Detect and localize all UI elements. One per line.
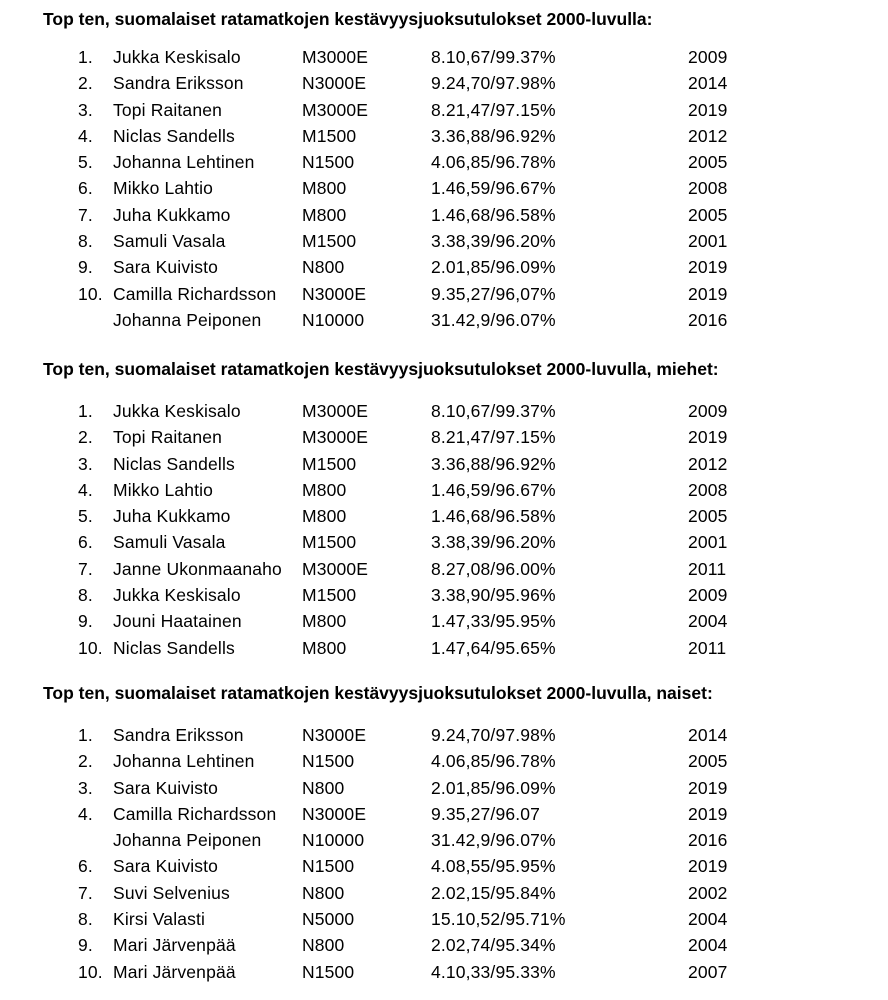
rank-number: 9. bbox=[78, 935, 93, 956]
results-list bbox=[0, 722, 888, 985]
event-code: M800 bbox=[302, 204, 347, 225]
rank-number: 10. bbox=[78, 283, 103, 304]
event-code: M3000E bbox=[302, 558, 369, 579]
result-year: 2012 bbox=[688, 125, 728, 146]
result-row bbox=[0, 149, 888, 175]
rank-number: 3. bbox=[78, 777, 93, 798]
result-year: 2014 bbox=[688, 725, 728, 745]
athlete-name: Topi Raitanen bbox=[113, 99, 222, 120]
result-value: 8.21,47/97.15% bbox=[431, 427, 556, 448]
athlete-name: Topi Raitanen bbox=[113, 427, 222, 448]
event-code: N800 bbox=[302, 777, 345, 798]
result-row bbox=[0, 959, 888, 985]
result-year: 2019 bbox=[688, 427, 728, 448]
athlete-name: Sara Kuivisto bbox=[113, 856, 219, 877]
result-row bbox=[0, 477, 888, 503]
result-year: 2012 bbox=[688, 453, 728, 474]
athlete-name: Samuli Vasala bbox=[113, 231, 226, 252]
rank-number: 5. bbox=[78, 152, 93, 173]
athlete-name: Jukka Keskisalo bbox=[113, 47, 241, 67]
result-year: 2002 bbox=[688, 882, 728, 903]
athlete-name: Sandra Eriksson bbox=[113, 73, 244, 94]
result-value: 3.38,39/96.20% bbox=[431, 231, 556, 252]
athlete-name: Janne Ukonmaanaho bbox=[113, 558, 282, 579]
event-code: N800 bbox=[302, 257, 345, 278]
result-year: 2001 bbox=[688, 231, 728, 252]
result-row bbox=[0, 827, 888, 853]
athlete-name: Niclas Sandells bbox=[113, 637, 235, 658]
rank-number: 7. bbox=[78, 558, 93, 579]
section-heading: Top ten, suomalaiset ratamatkojen kestävyysjuoksutulokset 2000-luvulla, naiset: bbox=[43, 683, 713, 703]
result-value: 8.21,47/97.15% bbox=[431, 99, 556, 120]
result-value: 1.46,59/96.67% bbox=[431, 479, 556, 500]
result-row bbox=[0, 202, 888, 228]
rank-number: 4. bbox=[78, 479, 93, 500]
athlete-name: Mikko Lahtio bbox=[113, 178, 214, 199]
result-row bbox=[0, 556, 888, 582]
result-year: 2005 bbox=[688, 204, 728, 225]
result-year: 2016 bbox=[688, 830, 728, 851]
athlete-name: Jukka Keskisalo bbox=[113, 585, 241, 606]
athlete-name: Camilla Richardsson bbox=[113, 283, 277, 304]
result-row bbox=[0, 451, 888, 477]
event-code: N1500 bbox=[302, 856, 355, 877]
result-value: 1.47,33/95.95% bbox=[431, 611, 556, 632]
result-value: 3.38,39/96.20% bbox=[431, 532, 556, 553]
result-row bbox=[0, 398, 888, 424]
rank-number: 6. bbox=[78, 178, 93, 199]
result-year: 2019 bbox=[688, 856, 728, 877]
result-year: 2019 bbox=[688, 803, 728, 824]
result-row bbox=[0, 529, 888, 555]
rank-number: 1. bbox=[78, 47, 93, 67]
result-row bbox=[0, 281, 888, 307]
result-row bbox=[0, 748, 888, 774]
result-value: 4.06,85/96.78% bbox=[431, 152, 556, 173]
results-list bbox=[0, 44, 888, 333]
rank-number: 10. bbox=[78, 961, 103, 982]
rank-number: 7. bbox=[78, 204, 93, 225]
result-row bbox=[0, 932, 888, 958]
result-value: 15.10,52/95.71% bbox=[431, 909, 566, 930]
result-row bbox=[0, 906, 888, 932]
event-code: M800 bbox=[302, 506, 347, 527]
athlete-name: Mikko Lahtio bbox=[113, 479, 214, 500]
rank-number: 9. bbox=[78, 611, 93, 632]
event-code: M3000E bbox=[302, 427, 369, 448]
section-heading: Top ten, suomalaiset ratamatkojen kestävyysjuoksutulokset 2000-luvulla, miehet: bbox=[43, 359, 719, 379]
result-row bbox=[0, 228, 888, 254]
result-row bbox=[0, 254, 888, 280]
result-value: 1.47,64/95.65% bbox=[431, 637, 556, 658]
rank-number: 8. bbox=[78, 909, 93, 930]
result-year: 2008 bbox=[688, 479, 728, 500]
result-value: 2.02,15/95.84% bbox=[431, 882, 556, 903]
result-year: 2005 bbox=[688, 751, 728, 772]
result-year: 2016 bbox=[688, 309, 728, 330]
rank-number: 10. bbox=[78, 637, 103, 658]
result-year: 2019 bbox=[688, 283, 728, 304]
rank-number: 9. bbox=[78, 257, 93, 278]
result-year: 2009 bbox=[688, 47, 728, 67]
result-value: 9.35,27/96.07 bbox=[431, 803, 540, 824]
athlete-name: Mari Järvenpää bbox=[113, 935, 236, 956]
result-value: 3.38,90/95.96% bbox=[431, 585, 556, 606]
event-code: M800 bbox=[302, 611, 347, 632]
athlete-name: Sara Kuivisto bbox=[113, 257, 219, 278]
event-code: N1500 bbox=[302, 152, 355, 173]
event-code: N3000E bbox=[302, 803, 367, 824]
result-value: 2.01,85/96.09% bbox=[431, 257, 556, 278]
rank-number: 3. bbox=[78, 453, 93, 474]
result-row bbox=[0, 70, 888, 96]
result-value: 2.02,74/95.34% bbox=[431, 935, 556, 956]
result-row bbox=[0, 853, 888, 879]
event-code: M1500 bbox=[302, 231, 357, 252]
result-value: 9.35,27/96,07% bbox=[431, 283, 556, 304]
result-value: 8.10,67/99.37% bbox=[431, 47, 556, 67]
event-code: N10000 bbox=[302, 830, 365, 851]
athlete-name: Camilla Richardsson bbox=[113, 803, 277, 824]
rank-number: 1. bbox=[78, 725, 93, 745]
result-year: 2004 bbox=[688, 909, 728, 930]
event-code: N1500 bbox=[302, 751, 355, 772]
result-year: 2008 bbox=[688, 178, 728, 199]
event-code: M1500 bbox=[302, 532, 357, 553]
result-year: 2011 bbox=[688, 637, 727, 658]
result-row bbox=[0, 97, 888, 123]
athlete-name: Juha Kukkamo bbox=[113, 506, 231, 527]
rank-number: 4. bbox=[78, 125, 93, 146]
result-year: 2007 bbox=[688, 961, 728, 982]
result-value: 1.46,68/96.58% bbox=[431, 506, 556, 527]
athlete-name: Johanna Peiponen bbox=[113, 830, 262, 851]
event-code: M800 bbox=[302, 479, 347, 500]
result-value: 3.36,88/96.92% bbox=[431, 453, 556, 474]
rank-number: 5. bbox=[78, 506, 93, 527]
rank-number: 2. bbox=[78, 751, 93, 772]
result-row bbox=[0, 635, 888, 661]
event-code: M3000E bbox=[302, 401, 369, 421]
result-row bbox=[0, 775, 888, 801]
event-code: N800 bbox=[302, 935, 345, 956]
result-year: 2011 bbox=[688, 558, 727, 579]
rank-number: 3. bbox=[78, 99, 93, 120]
athlete-name: Juha Kukkamo bbox=[113, 204, 231, 225]
result-value: 8.10,67/99.37% bbox=[431, 401, 556, 421]
result-value: 4.08,55/95.95% bbox=[431, 856, 556, 877]
result-year: 2005 bbox=[688, 152, 728, 173]
rank-number: 1. bbox=[78, 401, 93, 421]
result-year: 2005 bbox=[688, 506, 728, 527]
result-year: 2009 bbox=[688, 401, 728, 421]
result-row bbox=[0, 722, 888, 748]
result-row bbox=[0, 175, 888, 201]
athlete-name: Sandra Eriksson bbox=[113, 725, 244, 745]
result-year: 2004 bbox=[688, 935, 728, 956]
event-code: M800 bbox=[302, 178, 347, 199]
event-code: N10000 bbox=[302, 309, 365, 330]
athlete-name: Johanna Lehtinen bbox=[113, 751, 255, 772]
result-row bbox=[0, 424, 888, 450]
event-code: M3000E bbox=[302, 47, 369, 67]
result-row bbox=[0, 608, 888, 634]
event-code: M1500 bbox=[302, 585, 357, 606]
result-year: 2009 bbox=[688, 585, 728, 606]
result-value: 4.10,33/95.33% bbox=[431, 961, 556, 982]
event-code: N800 bbox=[302, 882, 345, 903]
result-year: 2019 bbox=[688, 99, 728, 120]
athlete-name: Jouni Haatainen bbox=[113, 611, 242, 632]
result-row bbox=[0, 123, 888, 149]
result-row bbox=[0, 503, 888, 529]
athlete-name: Suvi Selvenius bbox=[113, 882, 230, 903]
athlete-name: Sara Kuivisto bbox=[113, 777, 219, 798]
event-code: N3000E bbox=[302, 73, 367, 94]
result-value: 8.27,08/96.00% bbox=[431, 558, 556, 579]
event-code: N3000E bbox=[302, 283, 367, 304]
rank-number: 2. bbox=[78, 427, 93, 448]
rank-number: 8. bbox=[78, 585, 93, 606]
event-code: N3000E bbox=[302, 725, 367, 745]
rank-number: 6. bbox=[78, 532, 93, 553]
athlete-name: Niclas Sandells bbox=[113, 453, 235, 474]
result-row bbox=[0, 880, 888, 906]
athlete-name: Mari Järvenpää bbox=[113, 961, 236, 982]
rank-number: 4. bbox=[78, 803, 93, 824]
result-year: 2019 bbox=[688, 257, 728, 278]
athlete-name: Johanna Lehtinen bbox=[113, 152, 255, 173]
event-code: M1500 bbox=[302, 453, 357, 474]
rank-number: 8. bbox=[78, 231, 93, 252]
result-value: 9.24,70/97.98% bbox=[431, 725, 556, 745]
result-row bbox=[0, 44, 888, 70]
rank-number: 7. bbox=[78, 882, 93, 903]
result-value: 31.42,9/96.07% bbox=[431, 830, 556, 851]
result-year: 2004 bbox=[688, 611, 728, 632]
result-value: 4.06,85/96.78% bbox=[431, 751, 556, 772]
athlete-name: Johanna Peiponen bbox=[113, 309, 262, 330]
event-code: M800 bbox=[302, 637, 347, 658]
event-code: M3000E bbox=[302, 99, 369, 120]
rank-number: 2. bbox=[78, 73, 93, 94]
result-value: 31.42,9/96.07% bbox=[431, 309, 556, 330]
event-code: N5000 bbox=[302, 909, 355, 930]
event-code: M1500 bbox=[302, 125, 357, 146]
result-value: 3.36,88/96.92% bbox=[431, 125, 556, 146]
result-row bbox=[0, 801, 888, 827]
rank-number: 6. bbox=[78, 856, 93, 877]
result-value: 1.46,59/96.67% bbox=[431, 178, 556, 199]
result-row bbox=[0, 307, 888, 333]
athlete-name: Niclas Sandells bbox=[113, 125, 235, 146]
athlete-name: Samuli Vasala bbox=[113, 532, 226, 553]
result-year: 2001 bbox=[688, 532, 728, 553]
results-list bbox=[0, 398, 888, 661]
result-year: 2014 bbox=[688, 73, 728, 94]
athlete-name: Jukka Keskisalo bbox=[113, 401, 241, 421]
event-code: N1500 bbox=[302, 961, 355, 982]
result-year: 2019 bbox=[688, 777, 728, 798]
result-value: 9.24,70/97.98% bbox=[431, 73, 556, 94]
result-value: 1.46,68/96.58% bbox=[431, 204, 556, 225]
section-heading: Top ten, suomalaiset ratamatkojen kestävyysjuoksutulokset 2000-luvulla: bbox=[43, 9, 653, 29]
result-row bbox=[0, 582, 888, 608]
athlete-name: Kirsi Valasti bbox=[113, 909, 206, 930]
result-value: 2.01,85/96.09% bbox=[431, 777, 556, 798]
